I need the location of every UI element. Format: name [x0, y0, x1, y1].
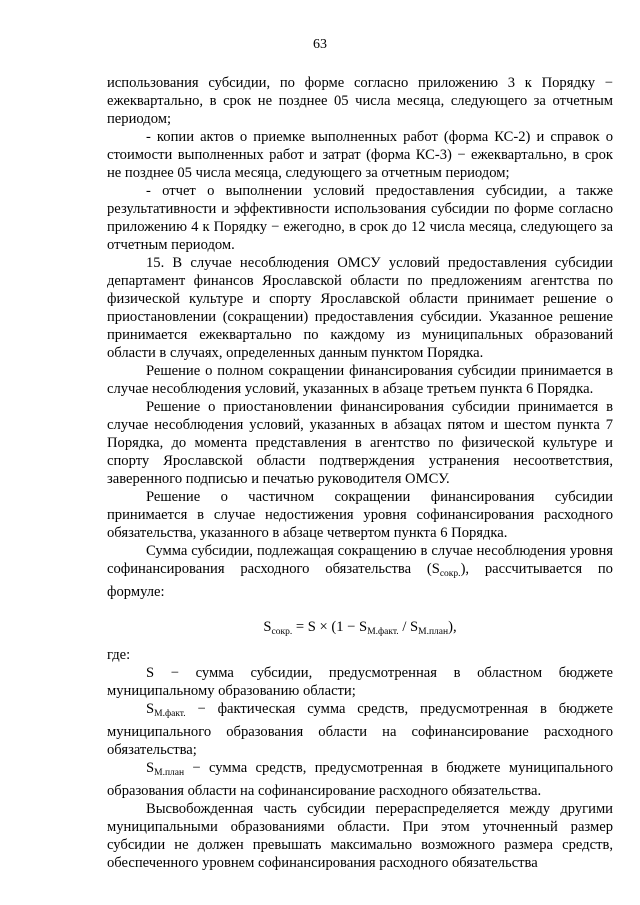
paragraph: 15. В случае несоблюдения ОМСУ условий предоставления субсидии департамент финансов Ярославской области по предложениям агентства по физической культуре и спорту Ярославской области принимает решение о приостановлении (сокращении) предоставления субсидии. Указанное решение принимается ежеквартально по каждому из муниципальных образований области в случаях, определенных данным пунктом Порядка. — [107, 255, 613, 361]
formula: $S_{сокр.} = S \times (1 - S_{М.факт.} / S_{М.план})$, — [263, 619, 457, 637]
page-number: 63 — [313, 37, 327, 52]
paragraph: Решение о частичном сокращении финансирования субсидии принимается в случае недостижения уровня софинансирования расходного обязательства, указанного в абзаце четвертом пункта 6 Порядка. — [107, 489, 613, 541]
where-label: где: — [107, 647, 131, 663]
paragraph: Решение о приостановлении финансирования субсидии принимается в случае несоблюдения условий, указанных в абзацах пятом и шестом пункта 7 Порядка, до момента представления в агентство по физической культуре и спорту Ярославской области подтверждения устранения несоответствия, заверенного подписью и печатью руководителя ОМСУ. — [107, 399, 613, 487]
paragraph: - копии актов о приемке выполненных работ (форма КС-2) и справок о стоимости выполненных работ и затрат (форма КС-3) − ежеквартально, в срок не позднее 05 числа месяца, следующего за отчетным периодом; — [107, 129, 613, 181]
paragraph: использования субсидии, по форме согласно приложению 3 к Порядку − ежеквартально, в срок не позднее 05 числа месяца, следующего за отчетным периодом; — [107, 75, 613, 127]
paragraph: - отчет о выполнении условий предоставления субсидии, а также результативности и эффективности использования субсидии по форме согласно приложению 4 к Порядку − ежегодно, в срок до 12 числа месяца, следующего за отчетным периодом. — [107, 183, 613, 253]
document-body — [107, 74, 613, 872]
definition: $S_{М.план}$ − сумма средств, предусмотренная в бюджете муниципального образования области на софинансирование расходного обязательства. — [107, 760, 613, 799]
definition: S − сумма субсидии, предусмотренная в областном бюджете муниципальному образованию области; — [107, 665, 613, 699]
definition: $S_{М.факт.}$ − фактическая сумма средств, предусмотренная в бюджете муниципального образования области на софинансирование расходного обязательства; — [107, 701, 613, 758]
paragraph: Высвобожденная часть субсидии перераспределяется между другими муниципальными образованиями области. При этом уточненный размер субсидии не должен превышать максимально возможного размера средств, обеспеченного уровнем софинансирования расходного обязательства — [107, 801, 613, 871]
paragraph — [107, 542, 613, 601]
paragraph-text: Сумма субсидии, подлежащая сокращению в случае несоблюдения уровня софинансирования расходного обязательства (S — [107, 543, 613, 577]
paragraph: Решение о полном сокращении финансирования субсидии принимается в случае несоблюдения условий, указанных в абзаце третьем пункта 6 Порядка. — [107, 363, 613, 397]
subscript: сокр. — [439, 569, 461, 579]
paragraph-text: ), рассчитывается по формуле: — [107, 561, 613, 600]
